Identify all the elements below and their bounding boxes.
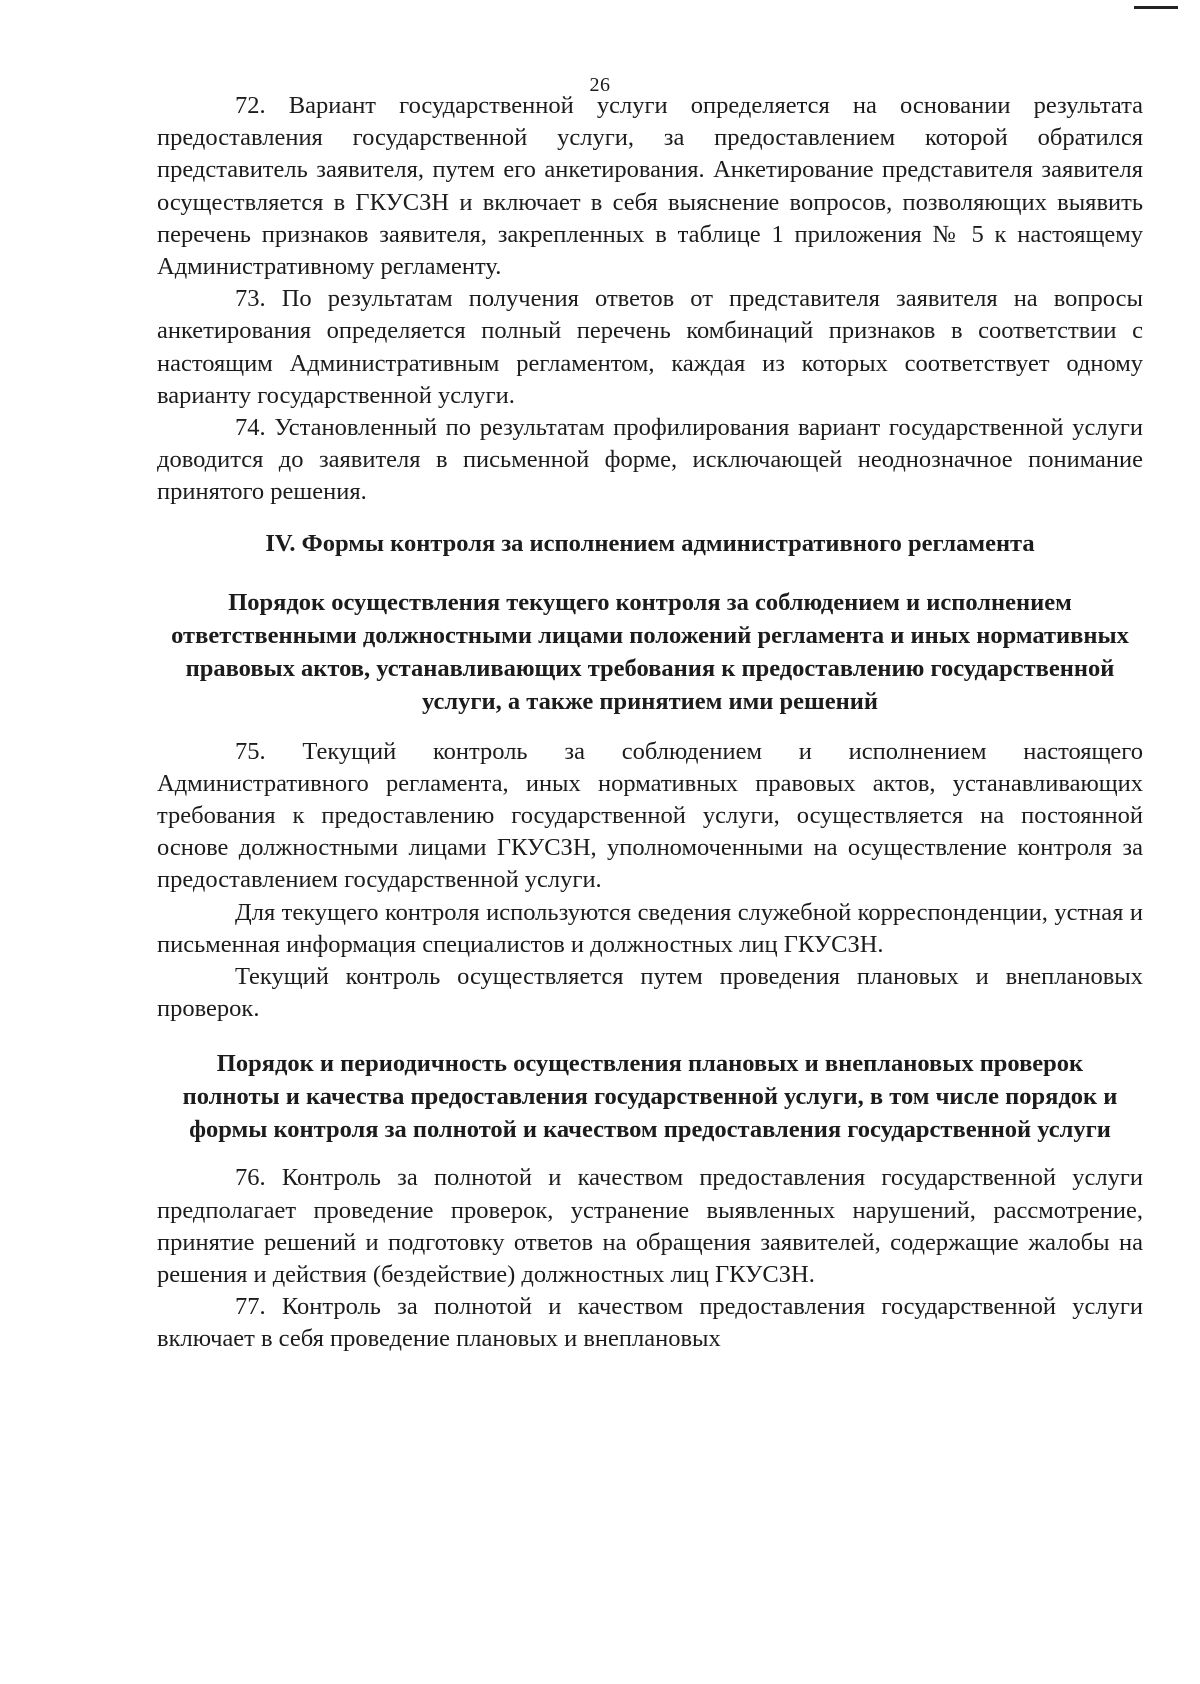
inspections-heading: Порядок и периодичность осуществления плановых и внеплановых проверок полноты и качества предоставления государственной услуги, в том числе порядок и формы контроля за полнотой и качеством предоставления государственной услуги [182,1050,1118,1144]
page-number: 26 [589,74,611,96]
paragraph-76: 76. Контроль за полнотой и качеством предоставления государственной услуги предполагает проведение проверок, устранение выявленных нарушений, рассмотрение, принятие решений и подготовку ответов на обращения заявителей, содержащие жалобы на решения и действия (бездействие) должностных лиц ГКУСЗН. [157,1164,1143,1289]
paragraph-72: 72. Вариант государственной услуги определяется на основании результата предоставления государственной услуги, за предоставлением которой обратился представитель заявителя, путем его анкетирования. Анкетирование представителя заявителя осуществляется в ГКУСЗН и включает в себя выяснение вопросов, позволяющих выявить перечень признаков заявителя, закрепленных в таблице 1 приложения № 5 к настоящему Административному регламенту. [157,92,1143,281]
paragraph-75: 75. Текущий контроль за соблюдением и исполнением настоящего Административного регламента, иных нормативных правовых актов, устанавливающих требования к предоставлению государственной услуги, осуществляется на постоянной основе должностными лицами ГКУСЗН, уполномоченными на осуществление контроля за предоставлением государственной услуги. [157,737,1143,894]
section-iv-heading: IV. Формы контроля за исполнением административного регламента [265,529,1035,557]
document-body [157,90,1143,1356]
paragraph-74: 74. Установленный по результатам профилирования вариант государственной услуги доводится до заявителя в письменной форме, исключающей неоднозначное понимание принятого решения. [157,414,1143,506]
paragraph-75-sources: Для текущего контроля используются сведения служебной корреспонденции, устная и письменная информация специалистов и должностных лиц ГКУСЗН. [157,898,1143,958]
paragraph-77: 77. Контроль за полнотой и качеством предоставления государственной услуги включает в себя проведение плановых и внеплановых [157,1293,1143,1353]
paragraph-75-method: Текущий контроль осуществляется путем проведения плановых и внеплановых проверок. [157,963,1143,1023]
paragraph-73: 73. По результатам получения ответов от представителя заявителя на вопросы анкетирования определяется полный перечень комбинаций признаков в соответствии с настоящим Административным регламентом, каждая из которых соответствует одному варианту государственной услуги. [157,285,1143,409]
current-control-heading: Порядок осуществления текущего контроля за соблюдением и исполнением ответственными должностными лицами положений регламента и иных нормативных правовых актов, устанавливающих требования к предоставлению государственной услуги, а также принятием ими решений [171,588,1129,715]
scan-corner-mark [1134,6,1178,9]
